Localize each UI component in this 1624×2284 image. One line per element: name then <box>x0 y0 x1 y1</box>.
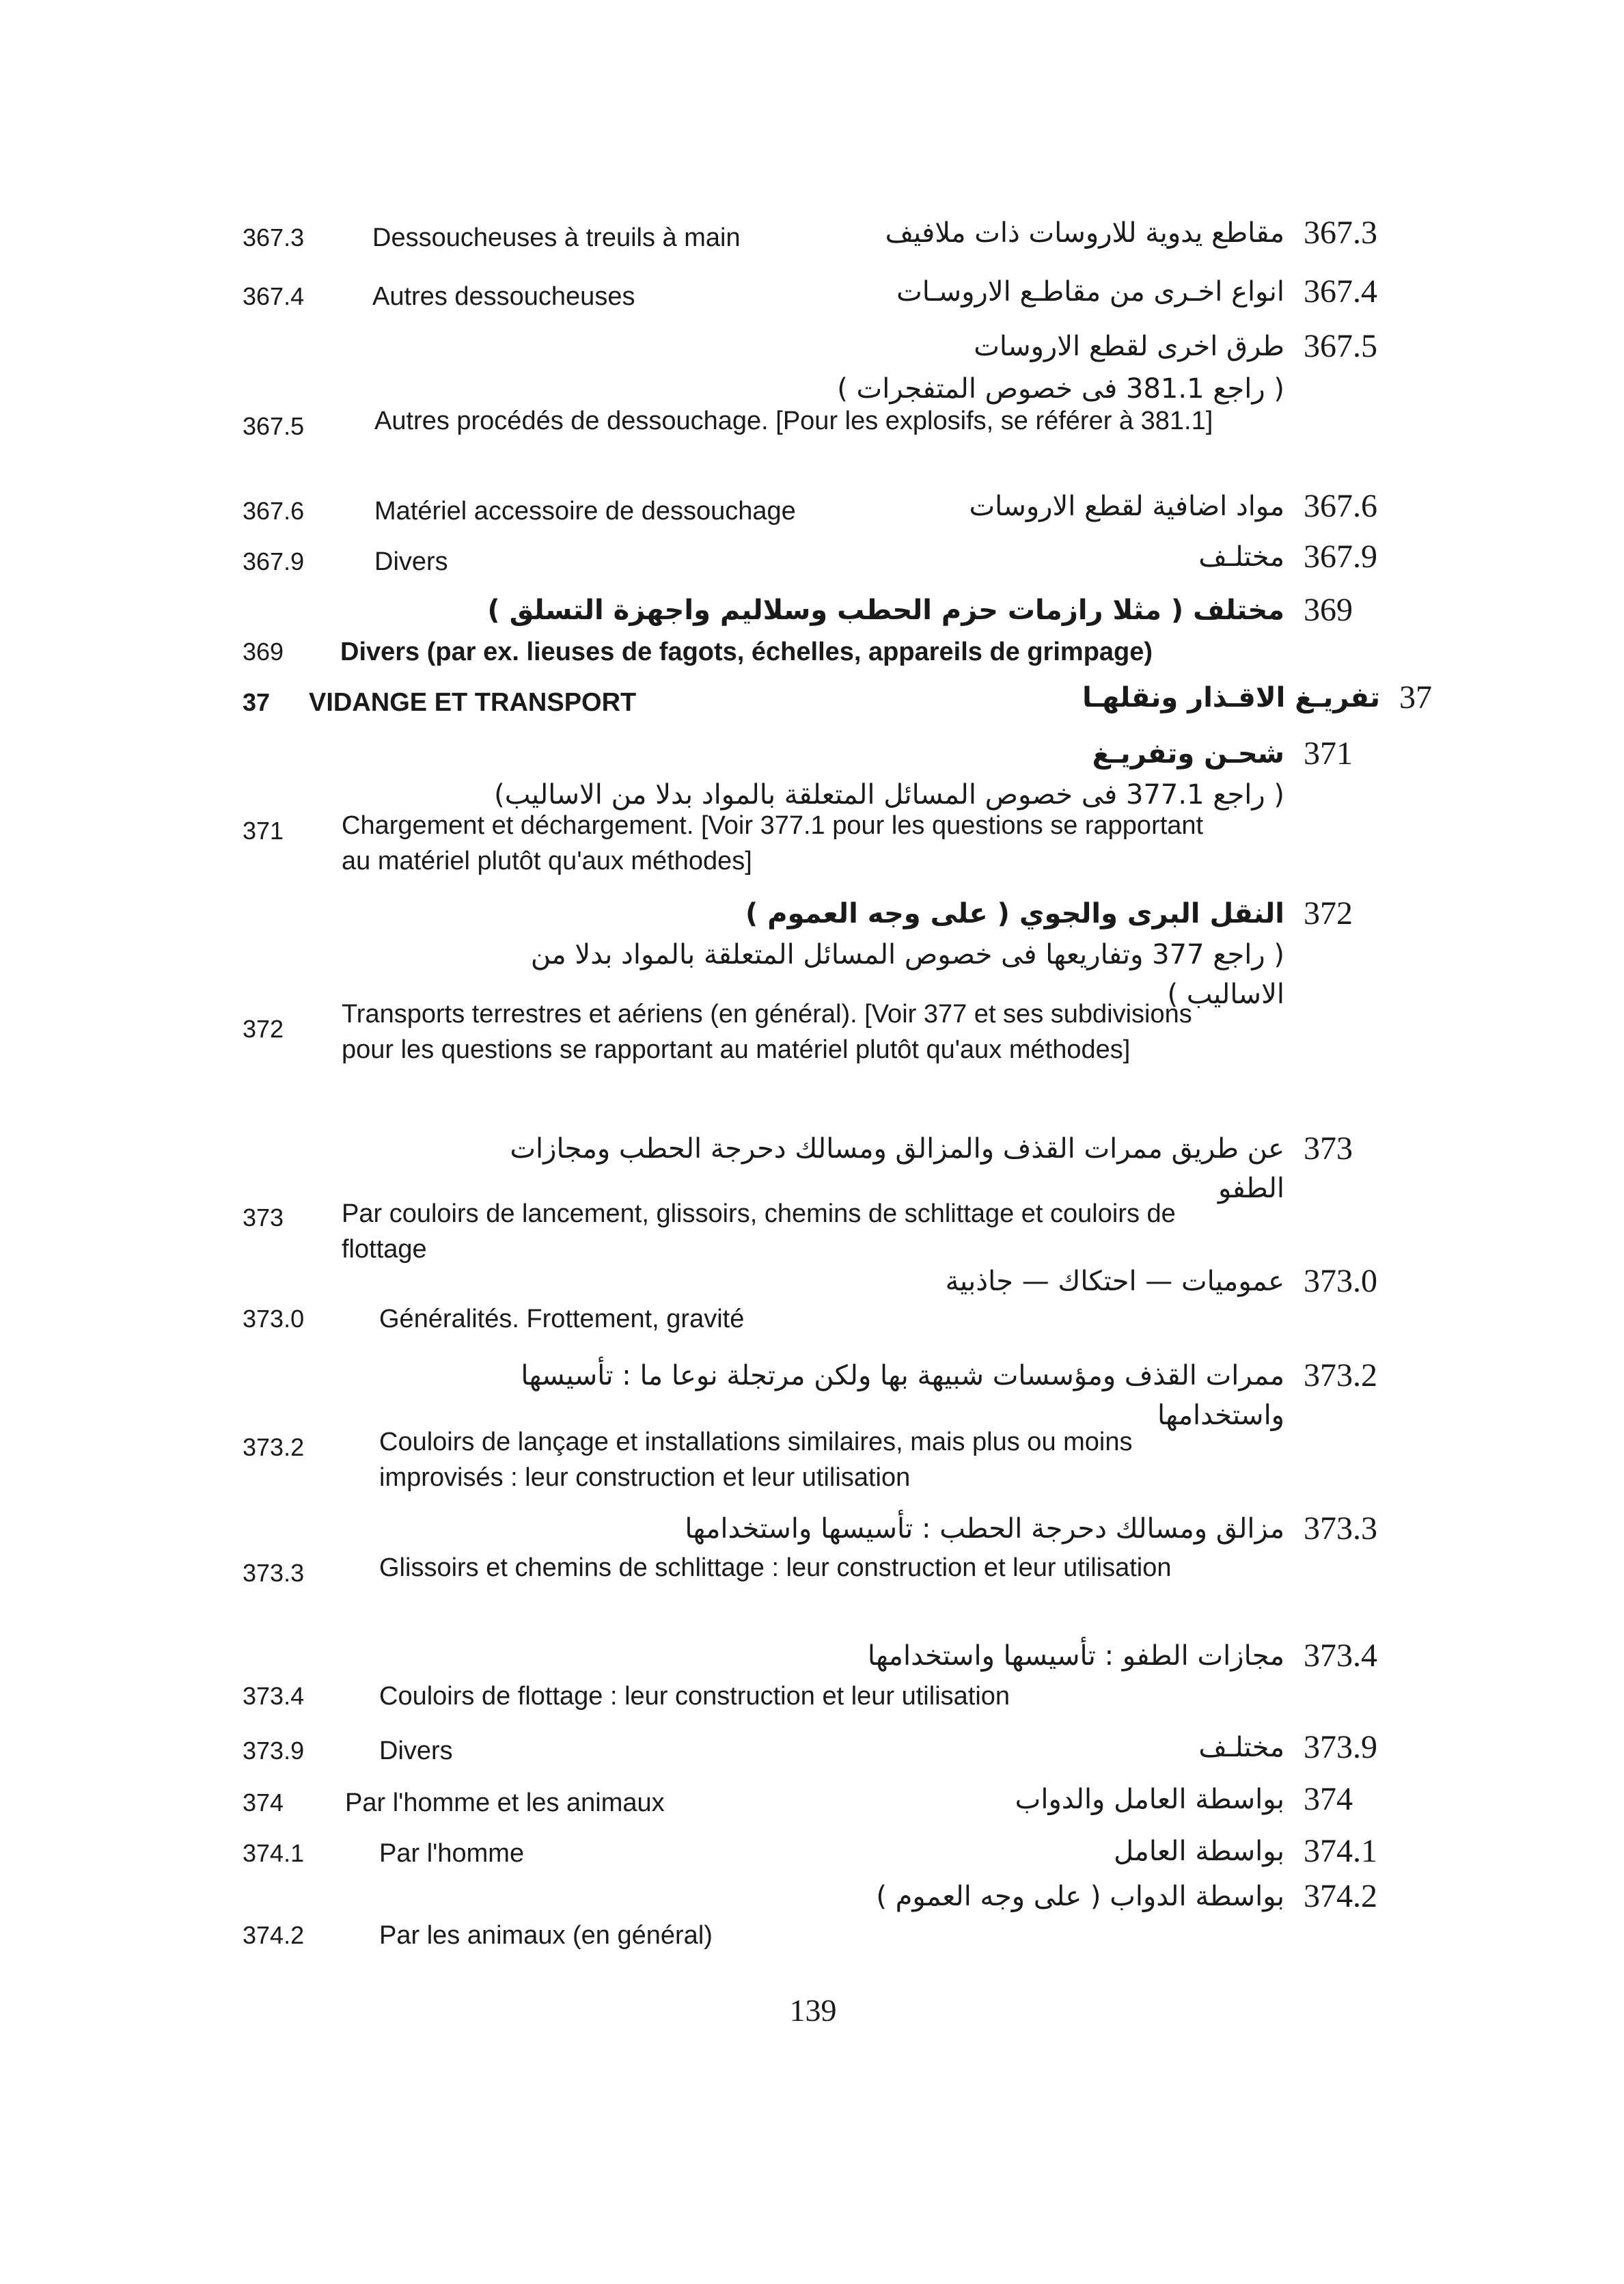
section-title-fr-37: VIDANGE ET TRANSPORT <box>309 688 637 717</box>
entry-ar2-367-5: ( راجع 381.1 فى خصوص المتفجرات ) <box>837 373 1284 405</box>
code-ar-369: 369 <box>1304 592 1353 628</box>
entry-ar-374-2: بواسطة الدواب ( على وجه العموم ) <box>876 1881 1284 1912</box>
code-fr-374-1: 374.1 <box>243 1839 305 1867</box>
code-ar-367-4: 367.4 <box>1304 273 1377 310</box>
entry-ar2-372: ( راجع 377 وتفاريعها فى خصوص المسائل المتعلقة بالمواد بدلا من الاساليب ) <box>530 939 1284 1010</box>
entry-fr-372: Transports terrestres et aériens (en général). [Voir 377 et ses subdivisions pour les questions se rapportant au matériel plutôt qu'aux méthodes] <box>342 1000 1192 1064</box>
code-fr-371: 371 <box>243 817 284 845</box>
entry-ar-374-1: بواسطة العامل <box>1114 1836 1284 1867</box>
section-title-ar-37: تفريـغ الاقـذار ونقلهـا <box>1082 682 1380 713</box>
code-ar-371: 371 <box>1304 735 1353 772</box>
code-fr-373-3: 373.3 <box>243 1559 305 1587</box>
entry-fr-369: Divers (par ex. lieuses de fagots, échelles, appareils de grimpage) <box>340 638 1153 666</box>
entry-fr-373: Par couloirs de lancement, glissoirs, chemins de schlittage et couloirs de flottage <box>342 1199 1176 1264</box>
code-fr-374: 374 <box>243 1789 284 1817</box>
code-ar-373-0: 373.0 <box>1304 1263 1377 1299</box>
entry-ar-367-3: مقاطع يدوية للاروسات ذات ملافيف <box>885 217 1284 249</box>
entry-fr-374: Par l'homme et les animaux <box>345 1789 665 1817</box>
entry-ar-367-6: مواد اضافية لقطع الاروسات <box>969 491 1284 522</box>
code-ar-373-9: 373.9 <box>1304 1729 1377 1765</box>
code-fr-367-3: 367.3 <box>243 223 305 251</box>
entry-ar-373-4: مجازات الطفو : تأسيسها واستخدامها <box>867 1640 1284 1672</box>
code-fr-367-4: 367.4 <box>243 282 305 310</box>
entry-ar-373-9: مختلـف <box>1198 1732 1284 1763</box>
entry-fr-373-4: Couloirs de flottage : leur construction et leur utilisation <box>379 1682 1010 1711</box>
code-fr-367-9: 367.9 <box>243 547 305 575</box>
code-ar-37: 37 <box>1399 679 1432 716</box>
code-fr-374-2: 374.2 <box>243 1921 305 1949</box>
entry-ar-372: النقل البرى والجوي ( على وجه العموم ) <box>745 898 1284 929</box>
entry-fr-367-5: Autres procédés de dessouchage. [Pour les explosifs, se référer à 381.1] <box>374 407 1213 435</box>
entry-fr-367-3: Dessoucheuses à treuils à main <box>372 223 741 252</box>
code-fr-373-0: 373.0 <box>243 1305 305 1333</box>
code-ar-367-5: 367.5 <box>1304 328 1377 364</box>
entry-ar2-371: ( راجع 377.1 فى خصوص المسائل المتعلقة بالمواد بدلا من الاساليب) <box>494 779 1284 811</box>
entry-fr-373-9: Divers <box>379 1737 453 1765</box>
code-fr-373-4: 373.4 <box>243 1682 305 1710</box>
entry-ar-373-2: ممرات القذف ومؤسسات شبيهة بها ولكن مرتجلة نوعا ما : تأسيسها واستخدامها <box>521 1360 1284 1431</box>
entry-ar-367-9: مختلـف <box>1198 541 1284 573</box>
entry-fr-367-6: Matériel accessoire de dessouchage <box>374 497 796 526</box>
code-ar-372: 372 <box>1304 895 1353 932</box>
code-ar-373-4: 373.4 <box>1304 1637 1377 1674</box>
entry-ar-373: عن طريق ممرات القذف والمزالق ومسالك دحرجة الحطب ومجازات الطفو <box>510 1133 1284 1204</box>
code-fr-367-6: 367.6 <box>243 497 305 525</box>
entry-ar-371: شحـن وتفريـغ <box>1092 738 1284 770</box>
code-ar-367-3: 367.3 <box>1304 215 1377 251</box>
code-fr-373-2: 373.2 <box>243 1433 305 1461</box>
entry-ar-367-5: طرق اخرى لقطع الاروسات <box>974 331 1284 362</box>
entry-ar-373-0: عموميات — احتكاك — جاذبية <box>945 1266 1284 1297</box>
entry-fr-374-1: Par l'homme <box>379 1839 525 1868</box>
code-ar-374: 374 <box>1304 1781 1353 1817</box>
code-fr-373: 373 <box>243 1204 284 1232</box>
code-ar-373-3: 373.3 <box>1304 1510 1377 1547</box>
entry-fr-371: Chargement et déchargement. [Voir 377.1 pour les questions se rapportant au matériel plutôt qu'aux méthodes] <box>342 811 1204 875</box>
code-ar-374-1: 374.1 <box>1304 1833 1377 1869</box>
code-fr-372: 372 <box>243 1015 284 1043</box>
page-number: 139 <box>789 1993 837 2028</box>
entry-fr-373-2: Couloirs de lançage et installations similaires, mais plus ou moins improvisés : leur construction et leur utilisation <box>379 1428 1133 1492</box>
entry-fr-374-2: Par les animaux (en général) <box>379 1921 713 1950</box>
entry-fr-367-4: Autres dessoucheuses <box>372 282 635 311</box>
entry-ar-373-3: مزالق ومسالك دحرجة الحطب : تأسيسها واستخدامها <box>685 1513 1284 1545</box>
code-ar-367-6: 367.6 <box>1304 488 1377 524</box>
code-fr-367-5: 367.5 <box>243 412 305 440</box>
code-fr-373-9: 373.9 <box>243 1737 305 1765</box>
entry-ar-374: بواسطة العامل والدواب <box>1015 1784 1284 1815</box>
code-ar-367-9: 367.9 <box>1304 539 1377 575</box>
code-fr-37: 37 <box>243 688 271 716</box>
code-fr-369: 369 <box>243 638 284 666</box>
code-ar-373: 373 <box>1304 1130 1353 1167</box>
entry-ar-369: مختلف ( مثلا رازمات حزم الحطب وسلاليم واجهزة التسلق ) <box>487 595 1284 626</box>
entry-fr-373-0: Généralités. Frottement, gravité <box>379 1305 745 1333</box>
entry-fr-367-9: Divers <box>374 547 448 576</box>
entry-fr-373-3: Glissoirs et chemins de schlittage : leur construction et leur utilisation <box>379 1553 1172 1582</box>
code-ar-374-2: 374.2 <box>1304 1878 1377 1914</box>
code-ar-373-2: 373.2 <box>1304 1357 1377 1393</box>
entry-ar-367-4: انواع اخـرى من مقاطـع الاروسـات <box>896 276 1284 308</box>
